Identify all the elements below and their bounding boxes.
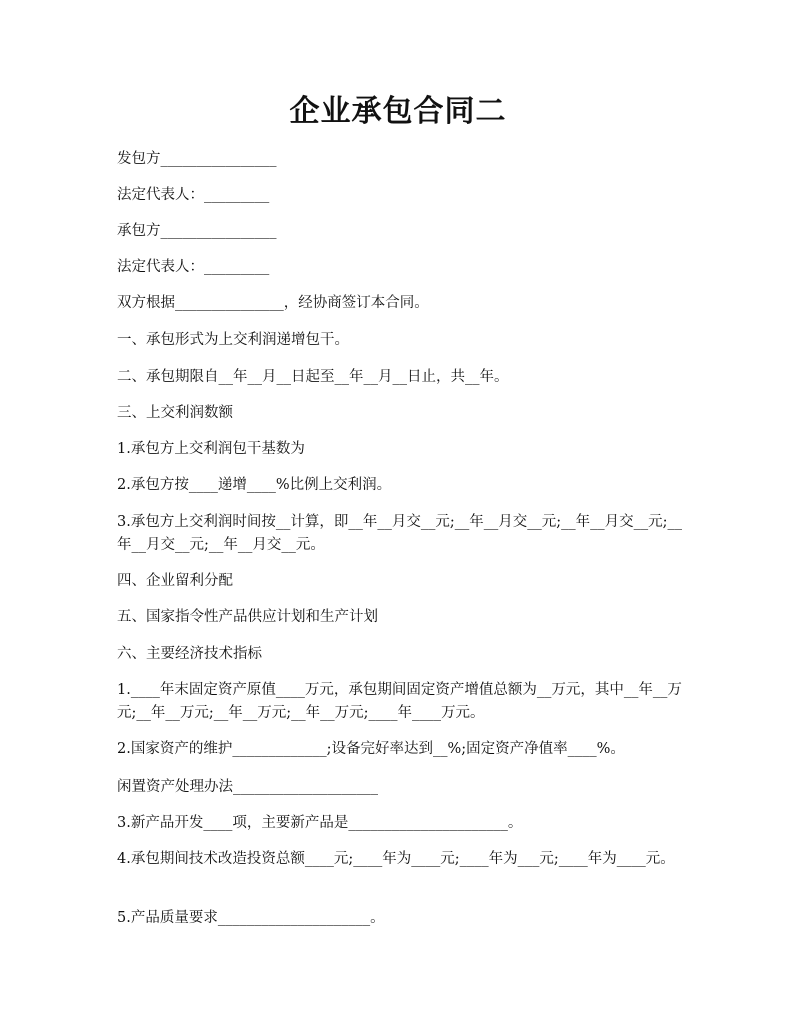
paragraph-contractor: 承包方________________ <box>117 223 277 239</box>
paragraph-item-3-2: 2.承包方按____递增____%比例上交利润。 <box>117 477 392 493</box>
paragraph-section-6: 六、主要经济技术指标 <box>117 646 262 662</box>
paragraph-item-6-1: 1.____年末固定资产原值____万元，承包期间固定资产增值总额为__万元，其中__年__万元;__年__万元;__年__万元;__年__万元;____年____万元。 <box>117 682 682 721</box>
paragraph-section-4: 四、企业留利分配 <box>117 573 233 589</box>
paragraph-issuer: 发包方________________ <box>117 151 277 167</box>
paragraph-section-5: 五、国家指令性产品供应计划和生产计划 <box>117 609 378 625</box>
paragraph-item-6-3: 3.新产品开发____项，主要新产品是______________________。 <box>117 815 523 831</box>
paragraph-item-6-5: 5.产品质量要求_____________________。 <box>117 910 385 926</box>
paragraph-section-3: 三、上交利润数额 <box>117 405 233 421</box>
paragraph-item-6-4: 4.承包期间技术改造投资总额____元;____年为____元;____年为___元;____年为____元。 <box>117 851 675 867</box>
paragraph-issuer-rep: 法定代表人：_________ <box>117 187 270 203</box>
paragraph-basis: 双方根据_______________，经协商签订本合同。 <box>117 295 429 311</box>
paragraph-contractor-rep: 法定代表人：_________ <box>117 259 270 275</box>
paragraph-section-2: 二、承包期限自__年__月__日起至__年__月__日止，共__年。 <box>117 369 509 385</box>
paragraph-idle-assets: 闲置资产处理办法____________________ <box>117 779 378 795</box>
paragraph-item-3-3: 3.承包方上交利润时间按__计算，即__年__月交__元;__年__月交__元;__年__月交__元;__年__月交__元;__年__月交__元。 <box>117 514 682 553</box>
paragraph-item-6-2: 2.国家资产的维护_____________;设备完好率达到__%;固定资产净值率____%。 <box>117 741 625 757</box>
document-title: 企业承包合同二 <box>289 94 507 129</box>
paragraph-item-3-1: 1.承包方上交利润包干基数为 <box>117 441 305 457</box>
paragraph-section-1: 一、承包形式为上交利润递增包干。 <box>117 332 349 348</box>
